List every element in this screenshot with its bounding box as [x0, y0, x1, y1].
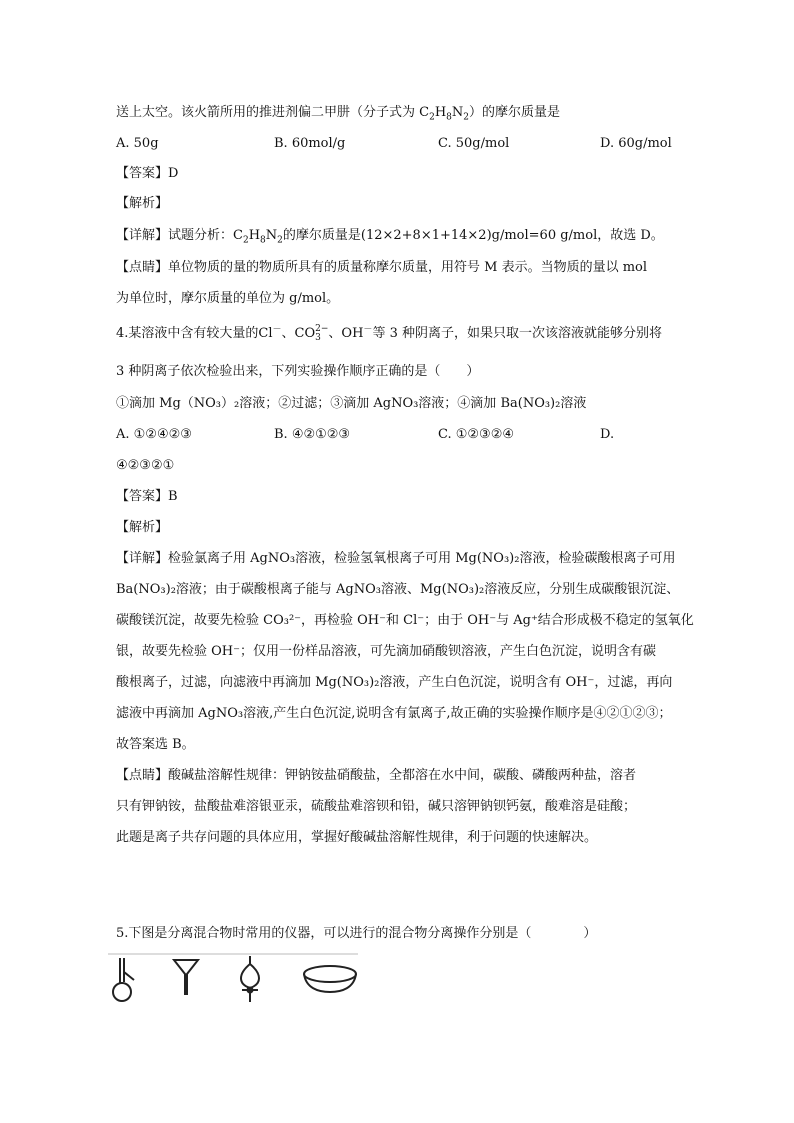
- evaporating-dish-icon: [304, 966, 356, 992]
- q4-detail-line4: 银，故要先检验 OH⁻；仅用一份样品溶液，可先滴加硝酸钡溶液，产生白色沉淀，说明含有碳: [116, 644, 656, 659]
- q4-answer: 【答案】B: [116, 489, 178, 504]
- q4-tip-line3: 此题是离子共存问题的具体应用，掌握好酸碱盐溶解性规律，利于问题的快速解决。: [116, 830, 598, 845]
- q4-option-c: C. ①②③②④: [438, 427, 515, 442]
- q4-option-d: D.: [600, 427, 615, 442]
- q5-stem: 5.下图是分离混合物时常用的仪器，可以进行的混合物分离操作分别是（ ）: [116, 926, 597, 941]
- q3-option-c: C. 50g/mol: [438, 136, 510, 151]
- q4-option-a: A. ①②④②③: [116, 427, 192, 442]
- q4-operations: ①滴加 Mg（NO₃）₂溶液；②过滤；③滴加 AgNO₃溶液；④滴加 Ba(NO₃)₂溶液: [116, 396, 587, 411]
- q4-option-d-continued: ④②③②①: [116, 458, 175, 473]
- q3-detail: 【详解】试题分析：$C_2H_8N_2$的摩尔质量是(12×2+8×1+14×2)g/mol=60 g/mol，故选 D。: [116, 228, 664, 246]
- q4-detail-line7: 故答案选 B。: [116, 737, 195, 752]
- q3-stem: 送上太空。该火箭所用的推进剂偏二甲肼（分子式为 $C_2H_8N_2$）的摩尔质量是: [116, 105, 561, 123]
- q3-option-b: B. 60mol/g: [274, 136, 346, 151]
- q3-tip-line1: 【点睛】单位物质的量的物质所具有的质量称摩尔质量，用符号 M 表示。当物质的量以 mol: [116, 260, 648, 275]
- q4-stem-line1: 4.某溶液中含有较大量的Cl－、CO 2− 3 、OH－等 3 种阴离子，如果只取一次该溶液就能够分别将: [116, 323, 662, 343]
- q3-option-a: A. 50g: [116, 136, 159, 151]
- funnel-icon: [174, 960, 198, 994]
- q3-tip-line2: 为单位时，摩尔质量的单位为 g/mol。: [116, 291, 340, 306]
- q4-tip-line1: 【点睛】酸碱盐溶解性规律：钾钠铵盐硝酸盐，全都溶在水中间，碳酸、磷酸两种盐，溶者: [116, 768, 637, 783]
- q4-detail-line6: 滤液中再滴加 AgNO₃溶液,产生白色沉淀,说明含有氯离子,故正确的实验操作顺序是④②①②③；: [116, 706, 672, 721]
- q4-detail-line2: Ba(NO₃)₂溶液；由于碳酸根离子能与 AgNO₃溶液、Mg(NO₃)₂溶液反应，分别生成碳酸银沉淀、: [116, 582, 680, 597]
- apparatus-figure: [108, 950, 368, 1010]
- q4-option-b: B. ④②①②③: [274, 427, 351, 442]
- q4-analysis-heading: 【解析】: [116, 520, 169, 535]
- q4-detail-line5: 酸根离子，过滤，向滤液中再滴加 Mg(NO₃)₂溶液，产生白色沉淀，说明含有 OH⁻，过滤，再向: [116, 675, 673, 690]
- q4-detail-line1: 【详解】检验氯离子用 AgNO₃溶液，检验氢氧根离子可用 Mg(NO₃)₂溶液，检验碳酸根离子可用: [116, 551, 676, 566]
- q4-stem-line2: 3 种阴离子依次检验出来，下列实验操作顺序正确的是（ ）: [116, 364, 480, 379]
- q3-option-d: D. 60g/mol: [600, 136, 672, 151]
- separatory-funnel-icon: [241, 956, 259, 1002]
- apparatus-svg: [108, 950, 368, 1010]
- q4-tip-line2: 只有钾钠铵，盐酸盐难溶银亚汞，硫酸盐难溶钡和铅，碱只溶钾钠钡钙氨，酸难溶是硅酸；: [116, 799, 637, 814]
- q3-answer: 【答案】D: [116, 166, 179, 181]
- distillation-flask-icon: [113, 958, 134, 1001]
- q3-analysis-heading: 【解析】: [116, 196, 169, 211]
- q4-detail-line3: 碳酸镁沉淀，故要先检验 CO₃²⁻，再检验 OH⁻和 Cl⁻；由于 OH⁻与 Ag⁺结合形成极不稳定的氢氧化: [116, 613, 694, 628]
